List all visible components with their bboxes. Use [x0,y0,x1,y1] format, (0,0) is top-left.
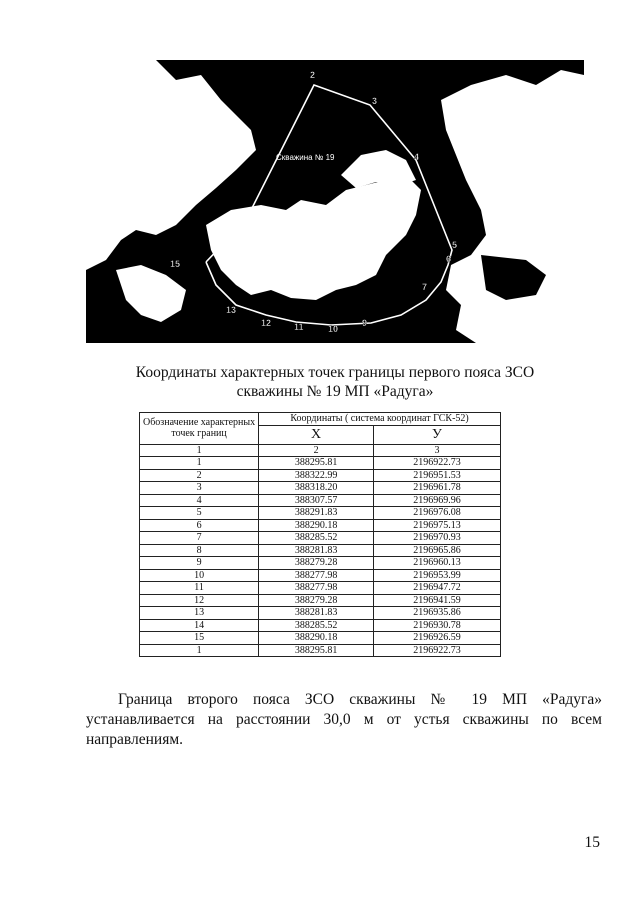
table-row [140,507,501,520]
table-row [140,544,501,557]
x-cell: 388279.28 [259,594,374,607]
table-row [140,594,501,607]
y-cell: 2196965.86 [374,544,501,557]
table-row [140,482,501,495]
x-cell: 388290.18 [259,519,374,532]
point-15-label: 15 [170,259,181,269]
y-cell: 2196926.59 [374,632,501,645]
y-cell: 2196953.99 [374,569,501,582]
y-cell: 2196930.78 [374,619,501,632]
col-number: 2 [259,444,374,457]
table-row [140,519,501,532]
table-row [140,494,501,507]
point-id-cell: 7 [140,532,259,545]
site-map-drawing [86,60,584,343]
x-cell: 388281.83 [259,607,374,620]
point-3-label: 3 [372,96,378,106]
y-cell: 2196975.13 [374,519,501,532]
point-id-cell: 11 [140,582,259,595]
point-id-cell: 10 [140,569,259,582]
point-4-label: 4 [414,152,420,162]
x-cell: 388281.83 [259,544,374,557]
x-cell: 388307.57 [259,494,374,507]
col-number-row [140,444,501,457]
y-header: У [374,425,501,444]
point-id-cell: 5 [140,507,259,520]
table-row [140,457,501,470]
table-caption-line1: Координаты характерных точек границы первого пояса ЗСО [135,364,535,381]
x-cell: 388322.99 [259,469,374,482]
x-cell: 388290.18 [259,632,374,645]
point-6-label: 6 [446,254,452,264]
y-cell: 2196935.86 [374,607,501,620]
col-number: 1 [140,444,259,457]
x-cell: 388295.81 [259,644,374,657]
y-cell: 2196976.08 [374,507,501,520]
col-number: 3 [374,444,501,457]
x-cell: 388279.28 [259,557,374,570]
x-header: Х [259,425,374,444]
point-12-label: 12 [261,318,272,328]
x-cell: 388285.52 [259,619,374,632]
x-cell: 388277.98 [259,569,374,582]
well-label: Скважина № 19 [276,153,335,162]
x-cell: 388295.81 [259,457,374,470]
point-13-label: 13 [226,305,237,315]
y-cell: 2196961.78 [374,482,501,495]
y-cell: 2196970.93 [374,532,501,545]
point-7-label: 7 [422,282,428,292]
x-cell: 388318.20 [259,482,374,495]
page-number: 15 [584,834,600,851]
y-cell: 2196922.73 [374,644,501,657]
point-10-label: 10 [328,324,339,334]
point-id-cell: 4 [140,494,259,507]
point-2-label: 2 [310,70,316,80]
y-cell: 2196969.96 [374,494,501,507]
y-cell: 2196951.53 [374,469,501,482]
table-row [140,644,501,657]
table-row [140,619,501,632]
x-cell: 388277.98 [259,582,374,595]
coordinates-body [140,457,501,657]
point-id-cell: 13 [140,607,259,620]
point-id-cell: 3 [140,482,259,495]
table-caption-line2: скважины № 19 МП «Радуга» [236,383,434,400]
point-11-label: 11 [294,322,304,332]
paragraph: Граница второго пояса ЗСО скважины № 19 МП «Радуга» устанавливается на расстоянии 30,0 м от устья скважины по всем направлениям. [86,691,602,748]
point-id-cell: 1 [140,644,259,657]
table-row [140,569,501,582]
table-row [140,469,501,482]
point-id-cell: 12 [140,594,259,607]
point-id-cell: 8 [140,544,259,557]
point-id-cell: 14 [140,619,259,632]
y-cell: 2196960.13 [374,557,501,570]
site-map [86,60,584,343]
y-cell: 2196922.73 [374,457,501,470]
table-row [140,582,501,595]
coordinates-table [139,412,501,657]
y-cell: 2196947.72 [374,582,501,595]
x-cell: 388291.83 [259,507,374,520]
table-row [140,557,501,570]
point-id-cell: 9 [140,557,259,570]
point-9-label: 9 [362,318,368,328]
point-5-label: 5 [452,240,458,250]
point-id-cell: 6 [140,519,259,532]
table-row [140,607,501,620]
y-cell: 2196941.59 [374,594,501,607]
table-row [140,632,501,645]
x-cell: 388285.52 [259,532,374,545]
point-id-cell: 2 [140,469,259,482]
table-row [140,532,501,545]
coord-header: Координаты ( система координат ГСК-52) [259,413,501,426]
point-id-cell: 15 [140,632,259,645]
point-id-cell: 1 [140,457,259,470]
col1-header: Обозначение характерных точек границ [140,413,259,445]
